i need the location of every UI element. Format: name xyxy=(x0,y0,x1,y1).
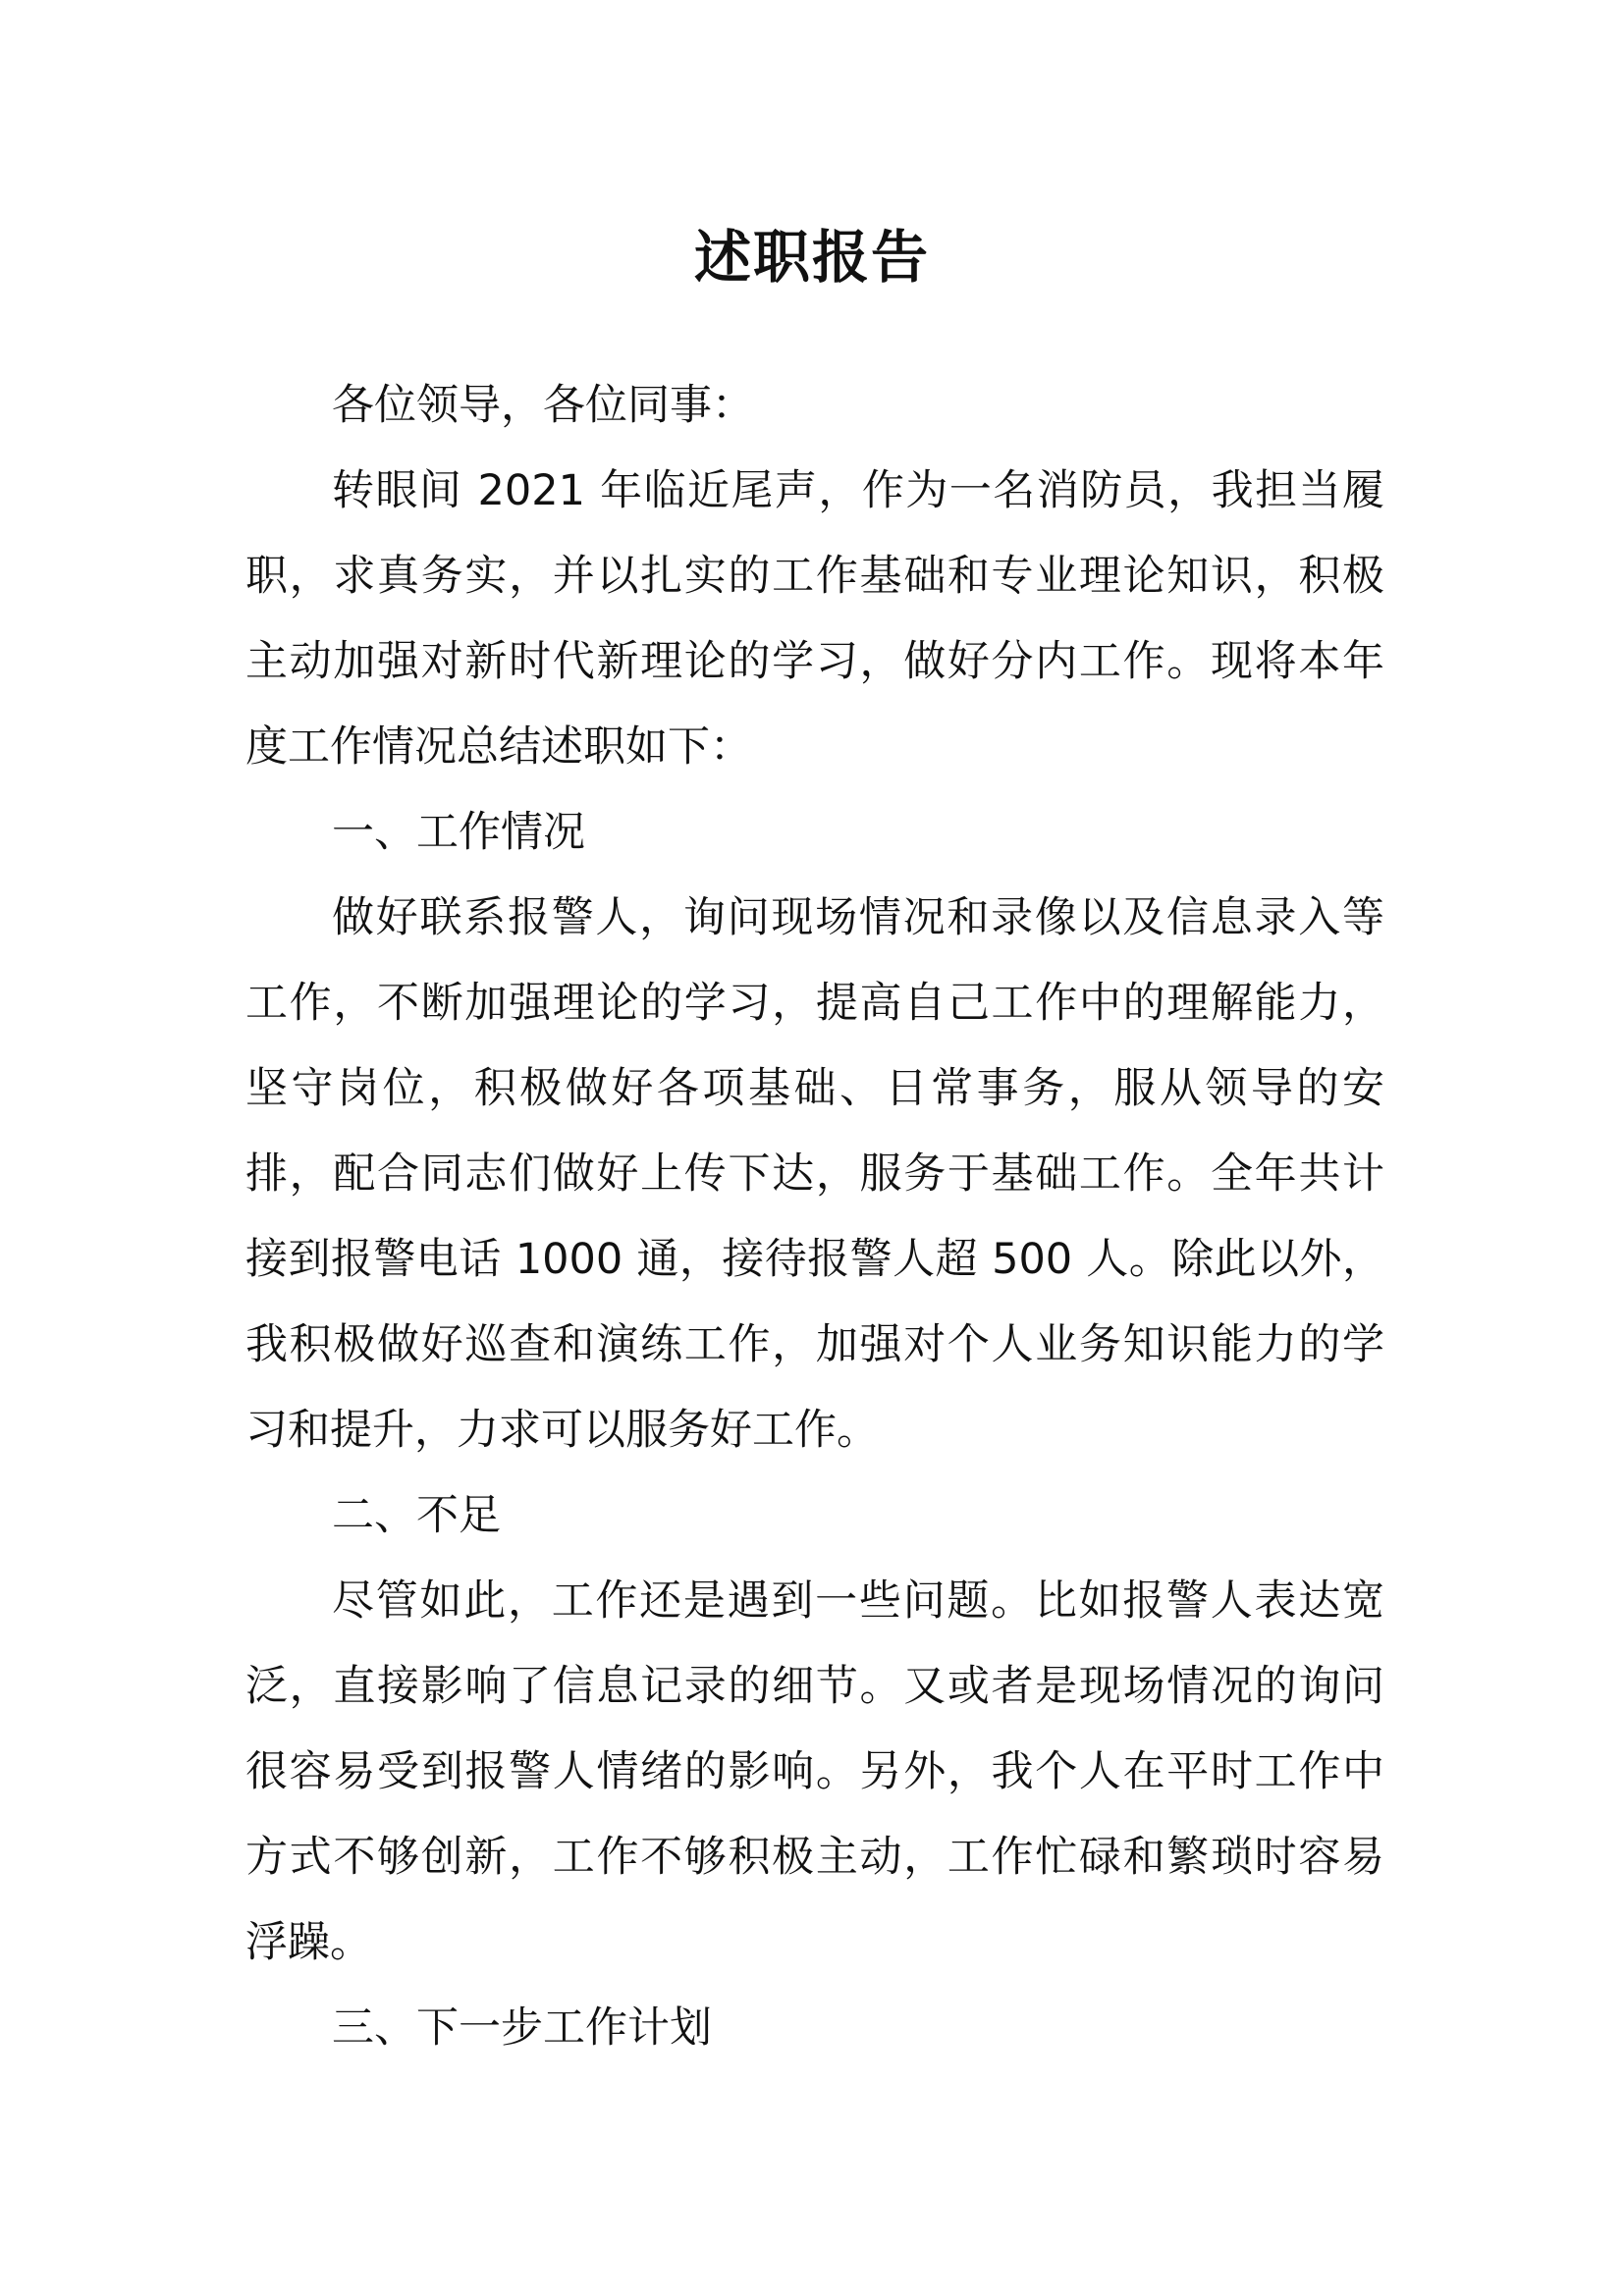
document-title: 述职报告 xyxy=(693,224,930,291)
section-paragraph-shortcomings: 尽管如此，工作还是遇到一些问题。比如报警人表达宽泛，直接影响了信息记录的细节。又或者是现场情况的询问很容易受到报警人情绪的影响。另外，我个人在平时工作中方式不够创新，工作不够积极主动，工作忙碌和繁琐时容易浮躁。 xyxy=(245,1576,1384,1967)
document-body xyxy=(245,363,1384,2071)
section-heading-shortcomings: 二、不足 xyxy=(332,1491,501,1540)
intro-paragraph: 转眼间 2021 年临近尾声，作为一名消防员，我担当履职，求真务实，并以扎实的工作基础和专业理论知识，积极主动加强对新时代新理论的学习，做好分内工作。现将本年度工作情况总结述职如下： xyxy=(245,466,1384,772)
greeting: 各位领导，各位同事： xyxy=(332,381,754,430)
section-paragraph-work: 做好联系报警人，询问现场情况和录像以及信息录入等工作，不断加强理论的学习，提高自己工作中的理解能力，坚守岗位，积极做好各项基础、日常事务，服从领导的安排，配合同志们做好上传下达，服务于基础工作。全年共计接到报警电话 1000 通，接待报警人超 500 人。除此以外，我积极做好巡查和演练工作，加强对个人业务知识能力的学习和提升，力求可以服务好工作。 xyxy=(245,893,1384,1455)
section-heading-work: 一、工作情况 xyxy=(332,808,585,857)
section-heading-next-plan: 三、下一步工作计划 xyxy=(332,2003,712,2053)
